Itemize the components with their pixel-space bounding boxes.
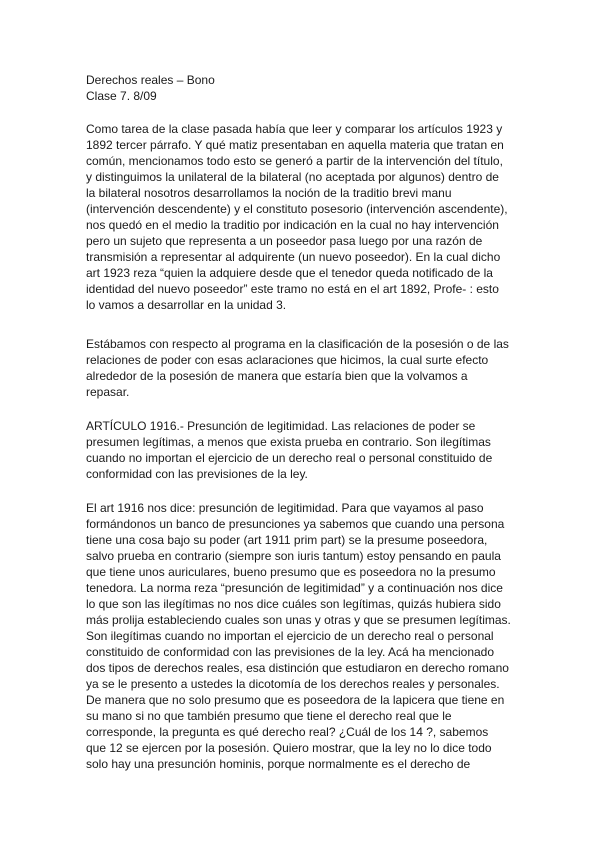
paragraph-line: solo hay una presunción hominis, porque normalmente es el derecho de — [86, 757, 471, 771]
paragraph-line: tiene una cosa bajo su poder (art 1911 prim part) se la presume poseedora, — [86, 533, 488, 547]
paragraph-line: salvo prueba en contrario (siempre son iuris tantum) estoy pensando en paula — [86, 549, 501, 563]
paragraph-line: constituido de conformidad con las previsiones de la ley. Acá ha mencionado — [86, 645, 495, 659]
document-title: Derechos reales – Bono — [86, 73, 215, 87]
paragraph-line: la bilateral nosotros desarrollamos la noción de la traditio brevi manu — [86, 186, 452, 200]
paragraph-line: alrededor de la posesión de manera que estaría bien que la volvamos a — [86, 369, 468, 383]
document-header — [86, 72, 514, 104]
document-subtitle: Clase 7. 8/09 — [86, 89, 157, 103]
paragraph-line: Como tarea de la clase pasada había que leer y comparar los artículos 1923 y — [86, 122, 503, 136]
paragraph-line: identidad del nuevo poseedor” este tramo no está en el art 1892, Profe- : esto — [86, 282, 499, 296]
paragraph-line: cuando no importan el ejercicio de un derecho real o personal constituido de — [86, 451, 493, 465]
paragraph-line: lo que son las ilegítimas no nos dice cuáles son legítimas, quizás hubiera sido — [86, 597, 501, 611]
paragraph-line: (intervención descendente) y el constituto posesorio (intervención ascendente), — [86, 202, 508, 216]
paragraph-line: El art 1916 nos dice: presunción de legitimidad. Para que vayamos al paso — [86, 501, 484, 515]
paragraph-line: más prolija estableciendo cuales son unas y otras y que se presumen legítimas. — [86, 613, 511, 627]
paragraph-line: ARTÍCULO 1916.- Presunción de legitimidad. Las relaciones de poder se — [86, 419, 476, 433]
paragraph-line: ya se le presento a ustedes la dicotomía de los derechos reales y personales. — [86, 677, 500, 691]
paragraph-line: transmisión a representar al adquirente (un nuevo poseedor). En la cual dicho — [86, 250, 501, 264]
paragraph-line: Estábamos con respecto al programa en la clasificación de la posesión o de las — [86, 337, 509, 351]
paragraph-line: lo vamos a desarrollar en la unidad 3. — [86, 298, 287, 312]
paragraph-line: art 1923 reza “quien la adquiere desde que el tenedor queda notificado de la — [86, 266, 493, 280]
paragraph-line: nos quedó en el medio la traditio por indicación en la cual no hay intervención — [86, 218, 499, 232]
paragraph-line: formándonos un banco de presunciones ya sabemos que cuando una persona — [86, 517, 505, 531]
paragraph-line: dos tipos de derechos reales, esa distinción que estudiaron en derecho romano — [86, 661, 509, 675]
paragraph-line: presumen legítimas, a menos que exista prueba en contrario. Son ilegítimas — [86, 435, 491, 449]
paragraph-line: 1892 tercer párrafo. Y qué matiz presentaban en aquella materia que tratan en — [86, 138, 504, 152]
paragraph-line: relaciones de poder con esas aclaraciones que hicimos, la cual surte efecto — [86, 353, 489, 367]
paragraph-line: que tiene unos auriculares, bueno presumo que es poseedora no la presumo — [86, 565, 496, 579]
paragraph-line: conformidad con las previsiones de la ley. — [86, 467, 308, 481]
paragraph-line: corresponde, la pregunta es qué derecho real? ¿Cuál de los 14 ?, sabemos — [86, 725, 489, 739]
paragraph-line: Son ilegítimas cuando no importan el ejercicio de un derecho real o personal — [86, 629, 494, 643]
paragraph-line: De manera que no solo presumo que es poseedora de la lapicera que tiene en — [86, 693, 505, 707]
paragraph-analisis — [86, 500, 514, 772]
paragraph-programa — [86, 336, 514, 400]
paragraph-line: tenedora. La norma reza “presunción de legitimidad” y a continuación nos dice — [86, 581, 503, 595]
paragraph-articulo-1916 — [86, 418, 514, 482]
paragraph-intro — [86, 121, 514, 313]
paragraph-line: pero un sujeto que representa a un poseedor pasa luego por una razón de — [86, 234, 483, 248]
paragraph-line: común, mencionamos todo esto se generó a partir de la intervención del título, — [86, 154, 503, 168]
paragraph-line: y distinguimos la unilateral de la bilateral (no aceptada por algunos) dentro de — [86, 170, 499, 184]
paragraph-line: su mano si no que también presumo que tiene el derecho real que le — [86, 709, 452, 723]
paragraph-line: repasar. — [86, 385, 130, 399]
paragraph-line: que 12 se ejercen por la posesión. Quiero mostrar, que la ley no lo dice todo — [86, 741, 492, 755]
